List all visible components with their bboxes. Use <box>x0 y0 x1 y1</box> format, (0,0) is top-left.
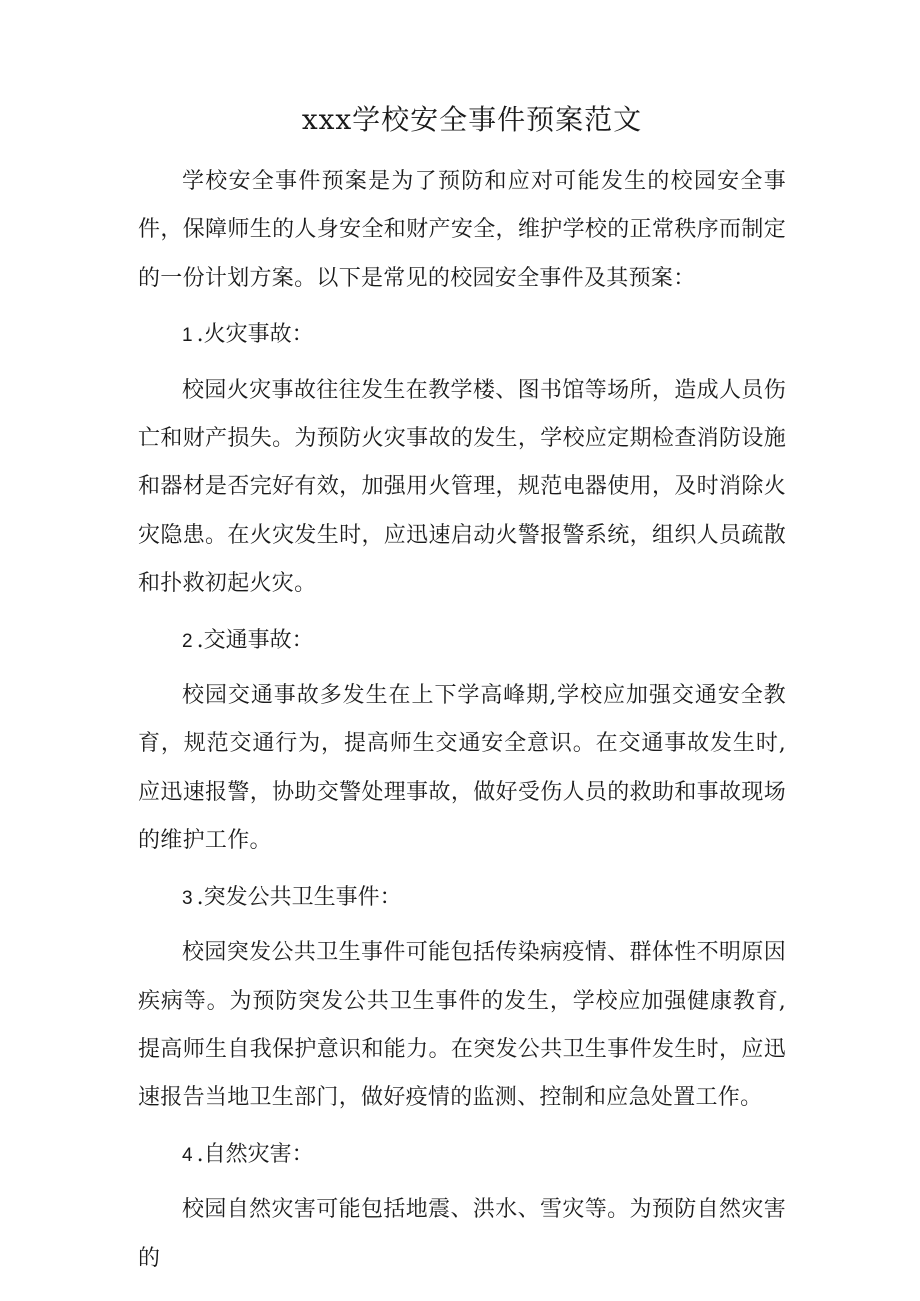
section-traffic <box>138 617 786 866</box>
section-body: 校园交通事故多发生在上下学高峰期,学校应加强交通安全教育，规范交通行为，提高师生交通安全意识。在交通事故发生时,应迅速报警，协助交警处理事故，做好受伤人员的救助和事故现场的维护工作。 <box>138 683 786 854</box>
section-number: 4 <box>182 1144 193 1166</box>
document-page <box>138 100 786 1285</box>
section-heading <box>138 311 786 360</box>
section-fire <box>138 311 786 608</box>
section-natural-disaster <box>138 1131 786 1283</box>
section-title: .突发公共卫生事件： <box>196 884 402 910</box>
intro-paragraph: 学校安全事件预案是为了预防和应对可能发生的校园安全事件，保障师生的人身安全和财产安全，维护学校的正常秩序而制定的一份计划方案。以下是常见的校园安全事件及其预案： <box>138 169 786 291</box>
section-number: 2 <box>182 630 193 652</box>
section-title: .火灾事故： <box>196 322 314 348</box>
section-heading <box>138 874 786 923</box>
section-title: .交通事故： <box>196 627 314 653</box>
section-title: .自然灾害： <box>196 1141 314 1167</box>
section-public-health <box>138 874 786 1123</box>
section-number: 3 <box>182 887 193 909</box>
section-number: 1 <box>182 325 193 347</box>
section-body: 校园突发公共卫生事件可能包括传染病疫情、群体性不明原因疾病等。为预防突发公共卫生事件的发生，学校应加强健康教育,提高师生自我保护意识和能力。在突发公共卫生事件发生时，应迅速报告当地卫生部门，做好疫情的监测、控制和应急处置工作。 <box>138 940 786 1111</box>
section-heading <box>138 617 786 666</box>
document-title: xxx学校安全事件预案范文 <box>301 103 643 136</box>
section-heading <box>138 1131 786 1180</box>
section-body: 校园火灾事故往往发生在教学楼、图书馆等场所，造成人员伤亡和财产损失。为预防火灾事故的发生，学校应定期检查消防设施和器材是否完好有效，加强用火管理，规范电器使用，及时消除火灾隐患。在火灾发生时，应迅速启动火警报警系统，组织人员疏散和扑救初起火灾。 <box>138 377 786 597</box>
section-body: 校园自然灾害可能包括地震、洪水、雪灾等。为预防自然灾害的 <box>138 1197 786 1271</box>
